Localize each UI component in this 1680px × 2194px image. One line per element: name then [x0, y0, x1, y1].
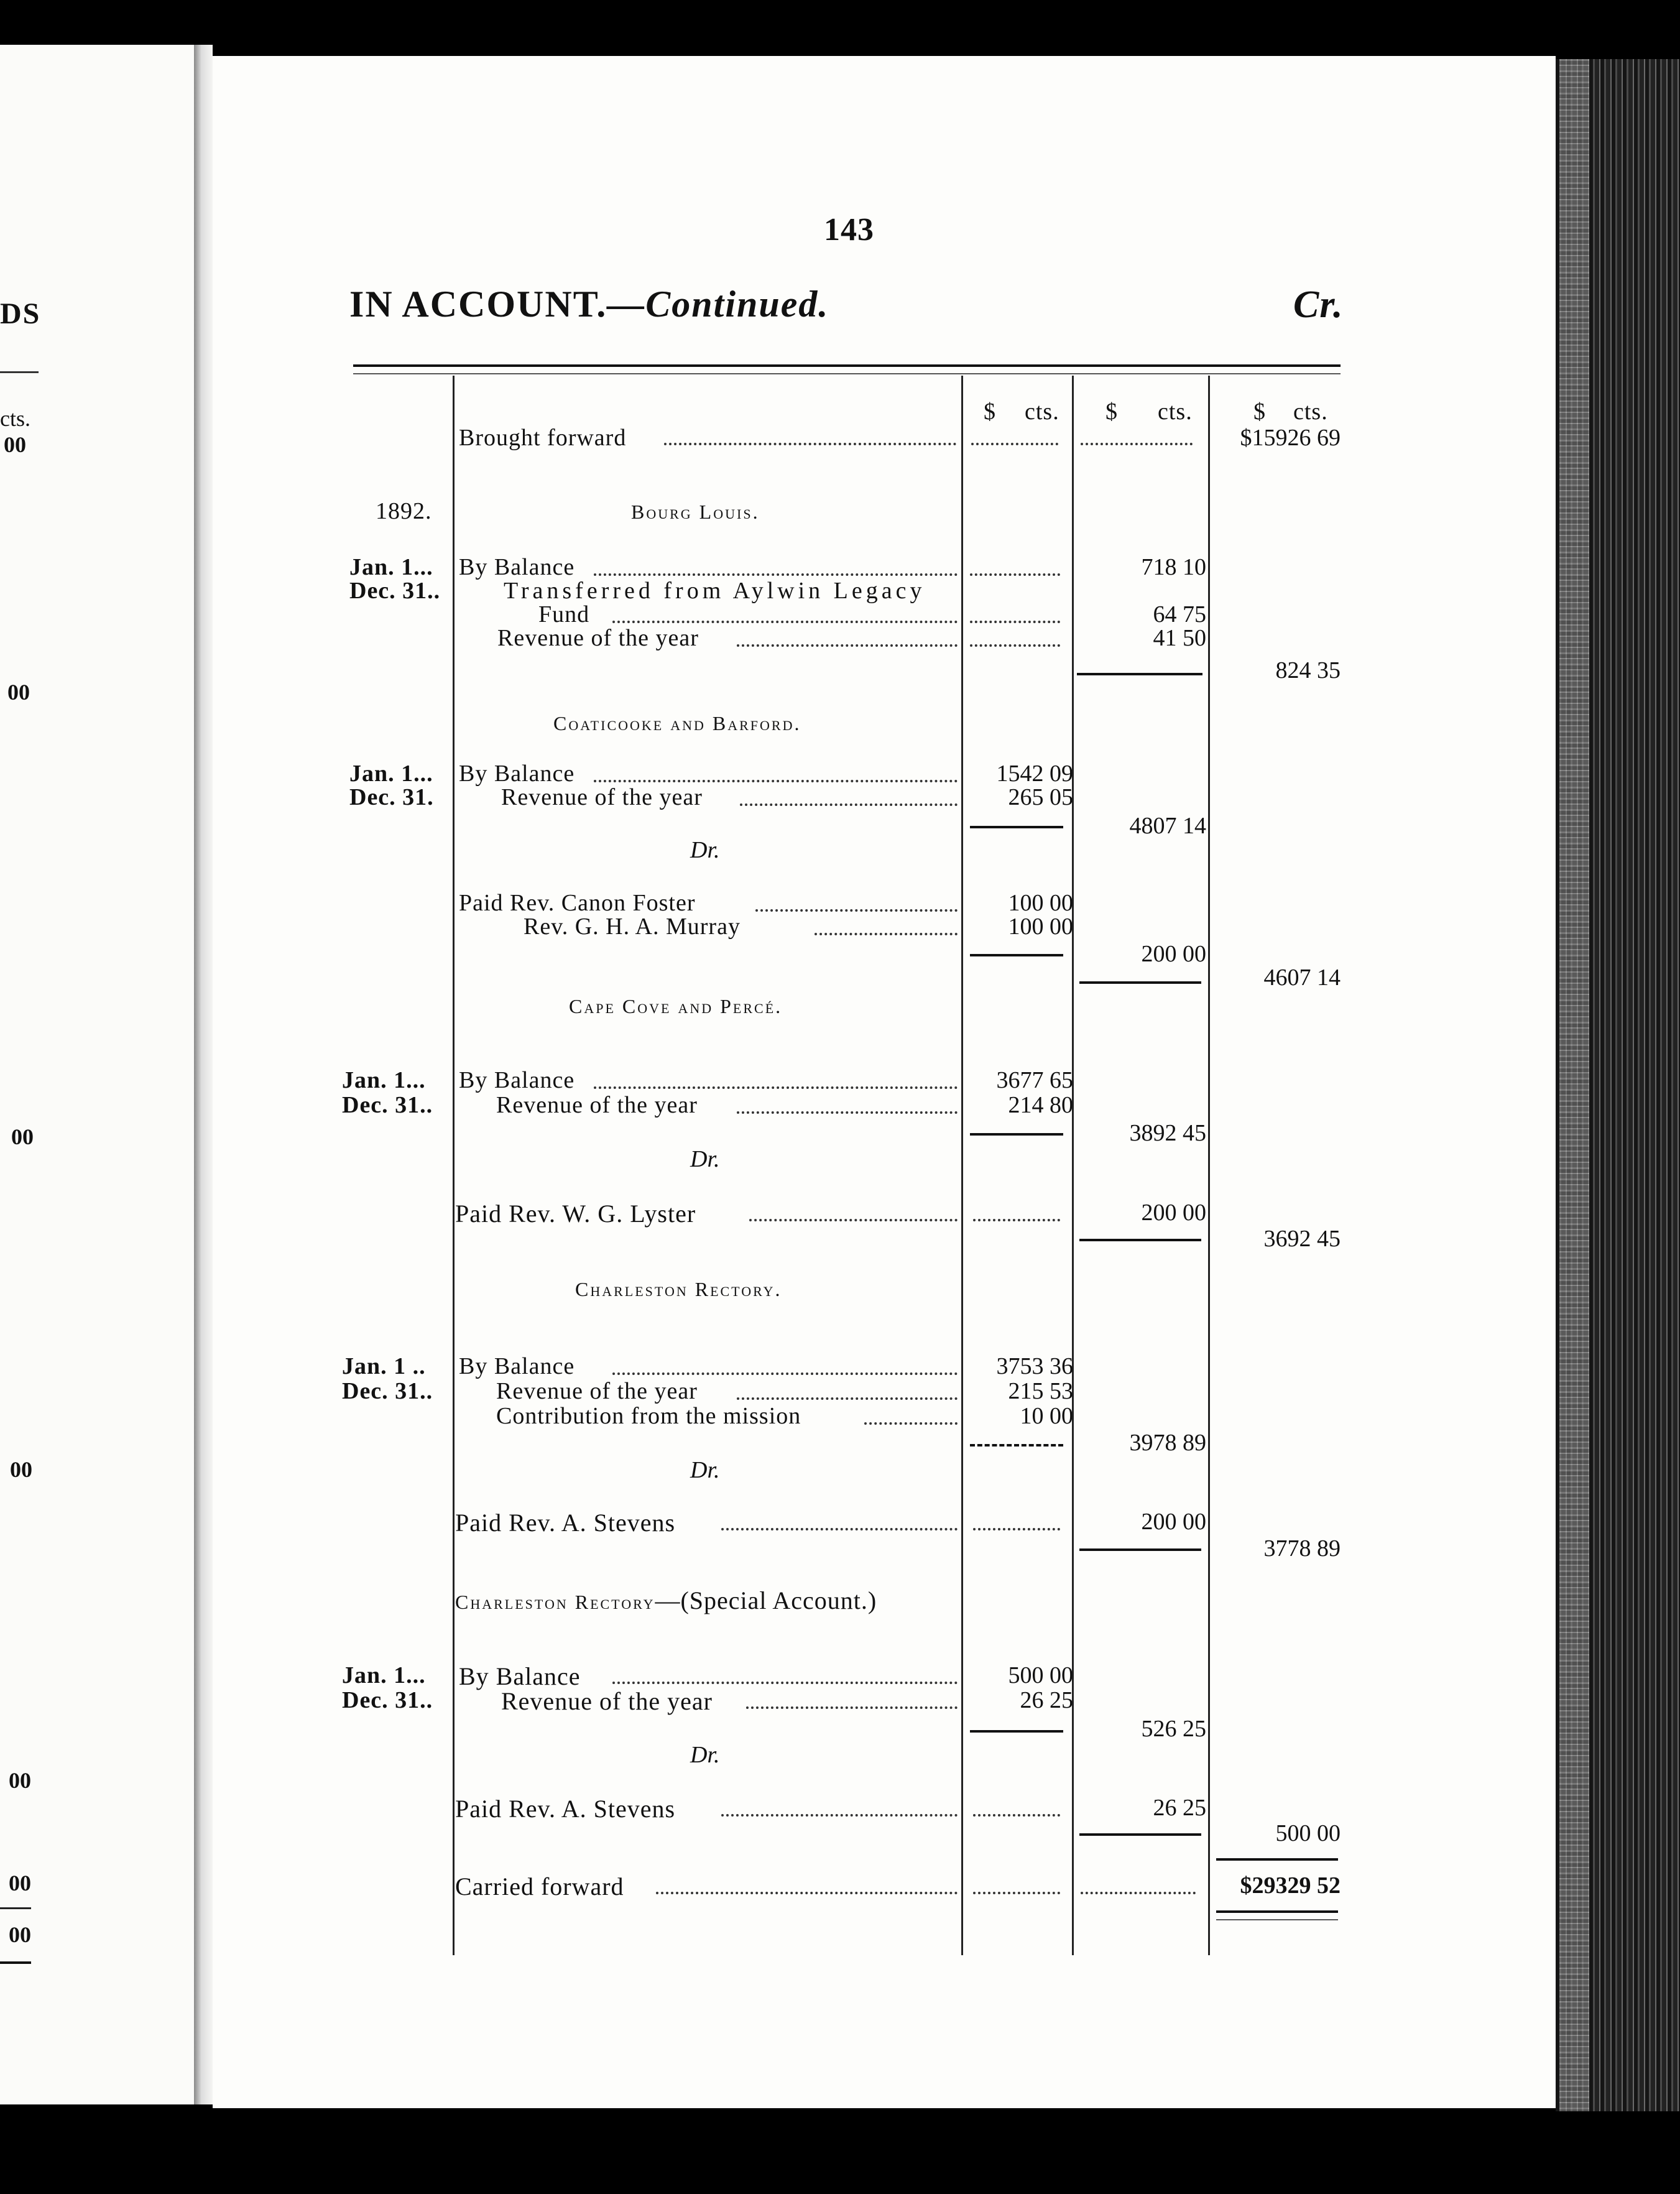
leader-dots: [612, 621, 958, 623]
leader-dots: [970, 621, 1060, 623]
entry-amount: 26 25: [1153, 1795, 1206, 1821]
left-page-rule: [0, 1961, 31, 1964]
carried-forward-label: Carried forward: [455, 1872, 624, 1900]
section-heading: Cape Cove and Percé.: [569, 995, 783, 1017]
entry-amount: 100 00: [1008, 914, 1073, 940]
leader-dots: [594, 573, 958, 576]
section-total: 500 00: [1275, 1820, 1341, 1846]
leader-dots: [721, 1528, 958, 1530]
entry-amount: 100 00: [1008, 890, 1073, 916]
entry-amount: 718 10: [1141, 554, 1206, 580]
entry-label: Paid Rev. A. Stevens: [455, 1509, 676, 1537]
entry-label: By Balance: [459, 1662, 581, 1690]
entry-label: Fund: [538, 601, 590, 627]
left-page-value: 00: [9, 1871, 31, 1895]
entry-label: Paid Rev. Canon Foster: [459, 890, 696, 916]
section-heading-name: Charleston Rectory: [455, 1591, 655, 1613]
leader-dots: [971, 443, 1058, 445]
left-page-value: 00: [4, 432, 26, 457]
entry-amount: 41 50: [1153, 625, 1206, 651]
credit-label: Cr.: [1293, 284, 1344, 326]
leader-dots: [1081, 1892, 1196, 1894]
section-subtotal: 4807 14: [1129, 813, 1206, 839]
sum-rule: [970, 1444, 1063, 1446]
left-page-rule: [0, 1907, 31, 1909]
section-heading: [455, 1586, 877, 1615]
col1-dollar: $: [984, 399, 996, 425]
book-page-edges-highlight: [1559, 59, 1589, 2111]
col3-cts: cts.: [1293, 399, 1328, 425]
column-rule-desc: [453, 376, 455, 1955]
entry-date: Jan. 1...: [349, 761, 433, 787]
col2-cts: cts.: [1158, 399, 1193, 425]
entry-label: Paid Rev. W. G. Lyster: [455, 1200, 696, 1228]
section-heading: Coaticooke and Barford.: [553, 712, 801, 734]
entry-date: Jan. 1...: [349, 554, 433, 580]
entry-amount: 200 00: [1141, 1200, 1206, 1226]
section-heading: Charleston Rectory.: [575, 1278, 782, 1300]
left-page-fragment: [0, 45, 194, 2104]
sum-rule: [1216, 1858, 1338, 1861]
entry-date: Dec. 31..: [342, 1092, 433, 1118]
leader-dots: [970, 573, 1060, 576]
leader-dots: [737, 1111, 958, 1114]
leader-dots: [594, 1086, 958, 1089]
entry-date: Jan. 1...: [342, 1067, 426, 1093]
page-title: [349, 283, 829, 326]
section-total: 4607 14: [1263, 965, 1341, 991]
entry-label: Revenue of the year: [501, 784, 703, 810]
entry-amount: 500 00: [1008, 1662, 1073, 1688]
entry-date: Dec. 31..: [342, 1378, 433, 1404]
leader-dots: [815, 933, 958, 935]
year-label: 1892.: [376, 498, 432, 524]
section-total: 3692 45: [1263, 1226, 1341, 1252]
leader-dots: [973, 1219, 1060, 1221]
brought-forward-total: $15926 69: [1240, 425, 1341, 451]
entry-label: Revenue of the year: [496, 1092, 698, 1118]
entry-label: Paid Rev. A. Stevens: [455, 1795, 676, 1823]
entry-date: Jan. 1 ..: [342, 1353, 426, 1379]
entry-label: By Balance: [459, 1067, 575, 1093]
leader-dots: [740, 803, 958, 806]
entry-label: Revenue of the year: [497, 625, 699, 651]
entry-amount: 215 53: [1008, 1378, 1073, 1404]
entry-amount: 3677 65: [996, 1067, 1073, 1093]
entry-amount: 265 05: [1008, 784, 1073, 810]
sum-rule: [1079, 1239, 1201, 1241]
left-page-header: DS: [0, 297, 41, 330]
entry-amount: 3753 36: [996, 1353, 1073, 1379]
entry-label: Rev. G. H. A. Murray: [524, 914, 741, 940]
sum-rule: [1079, 1548, 1201, 1551]
entry-label: Revenue of the year: [501, 1687, 713, 1715]
entry-amount: 64 75: [1153, 601, 1206, 627]
leader-dots: [755, 909, 958, 912]
leader-dots: [970, 644, 1060, 647]
section-total: 824 35: [1275, 657, 1341, 683]
entry-date: Dec. 31..: [342, 1687, 433, 1713]
leader-dots: [973, 1814, 1060, 1817]
sum-rule: [970, 954, 1063, 956]
leader-dots: [612, 1682, 958, 1684]
col1-cts: cts.: [1025, 399, 1059, 425]
section-heading-suffix: —(Special Account.): [655, 1586, 877, 1614]
entry-label: Revenue of the year: [496, 1378, 698, 1404]
leader-dots: [737, 644, 958, 647]
left-page-value: 00: [9, 1922, 31, 1947]
leader-dots: [664, 443, 956, 445]
leader-dots: [864, 1422, 958, 1425]
entry-date: Jan. 1...: [342, 1662, 426, 1688]
leader-dots: [594, 780, 958, 782]
page-title-main: IN ACCOUNT.: [349, 284, 607, 325]
leader-dots: [1081, 443, 1193, 445]
column-rule-1: [961, 376, 963, 1955]
leader-dots: [749, 1219, 958, 1221]
left-page-value: 00: [10, 1457, 32, 1482]
section-heading: Bourg Louis.: [631, 501, 760, 523]
leader-dots: [973, 1528, 1060, 1530]
entry-label: By Balance: [459, 1353, 575, 1379]
col2-dollar: $: [1105, 399, 1118, 425]
brought-forward-label: Brought forward: [459, 425, 627, 451]
left-page-cts: cts.: [0, 406, 30, 431]
section-subtotal: 3978 89: [1129, 1430, 1206, 1456]
entry-label: By Balance: [459, 761, 575, 787]
entry-amount: 26 25: [1020, 1687, 1073, 1713]
leader-dots: [737, 1397, 958, 1400]
leader-dots: [746, 1706, 958, 1709]
left-page-value: 00: [11, 1124, 34, 1149]
entry-amount: 10 00: [1020, 1403, 1073, 1429]
sum-rule: [1079, 981, 1201, 984]
page-title-continued: —Continued.: [607, 284, 829, 325]
entry-date: Dec. 31..: [349, 578, 441, 604]
entry-amount: 200 00: [1141, 1509, 1206, 1535]
carried-forward-total: $29329 52: [1240, 1872, 1341, 1899]
sum-rule: [970, 826, 1063, 828]
sum-rule: [970, 1730, 1063, 1733]
entry-label: By Balance: [459, 554, 575, 580]
left-page-value: 00: [9, 1768, 31, 1793]
book-gutter: [194, 45, 213, 2104]
entry-label: Transferred from Aylwin Legacy: [504, 578, 926, 604]
entry-label: Contribution from the mission: [496, 1403, 801, 1429]
sum-rule: [1077, 673, 1202, 675]
page-number: 143: [824, 212, 874, 248]
left-page-rule: [0, 371, 39, 373]
section-total: 3778 89: [1263, 1535, 1341, 1562]
section-subtotal: 200 00: [1141, 941, 1206, 967]
debit-label: Dr.: [690, 837, 720, 863]
debit-label: Dr.: [690, 1742, 720, 1768]
leader-dots: [973, 1892, 1060, 1894]
leader-dots: [656, 1892, 958, 1894]
column-rule-3: [1208, 376, 1210, 1955]
debit-label: Dr.: [690, 1146, 720, 1172]
column-rule-2: [1072, 376, 1074, 1955]
section-subtotal: 3892 45: [1129, 1120, 1206, 1146]
sum-rule: [970, 1133, 1063, 1136]
entry-amount: 1542 09: [996, 761, 1073, 787]
final-double-rule: [1216, 1910, 1338, 1920]
left-page-value: 00: [7, 680, 30, 705]
header-double-rule: [353, 364, 1341, 374]
debit-label: Dr.: [690, 1457, 720, 1483]
leader-dots: [721, 1814, 958, 1817]
section-subtotal: 526 25: [1141, 1716, 1206, 1742]
entry-date: Dec. 31.: [349, 784, 434, 810]
col3-dollar: $: [1253, 399, 1266, 425]
leader-dots: [612, 1372, 958, 1375]
sum-rule: [1079, 1833, 1201, 1836]
entry-amount: 214 80: [1008, 1092, 1073, 1118]
